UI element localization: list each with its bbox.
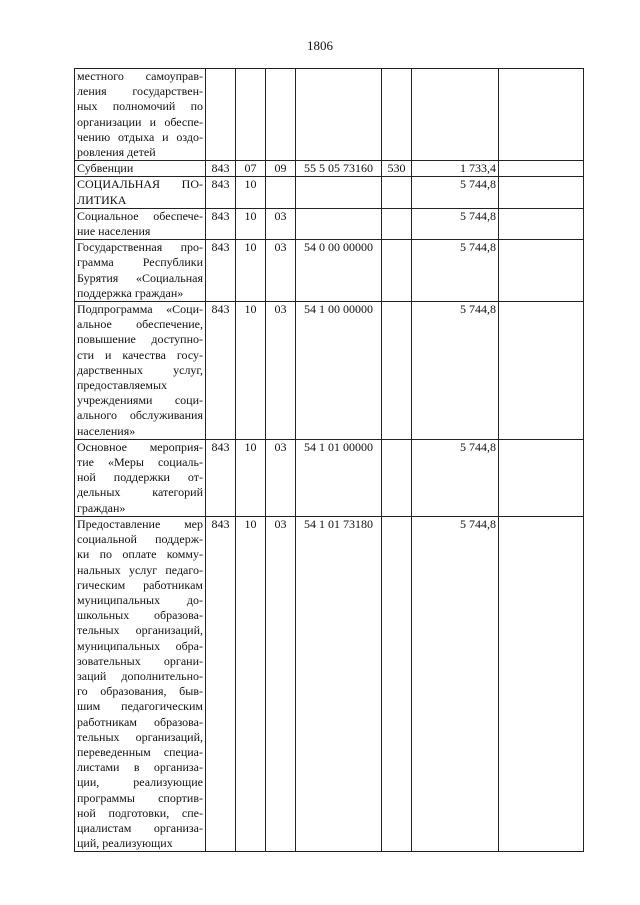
department-code-cell: 843: [206, 240, 236, 302]
subsection-code-cell: 09: [266, 161, 296, 177]
item-name-line: ального обслуживания: [77, 408, 203, 423]
item-name-line: гическим работникам: [77, 577, 203, 592]
item-name-line: Субвенции: [77, 161, 134, 176]
section-code-cell: 10: [236, 208, 266, 239]
page-number: 1806: [307, 38, 333, 53]
expense-type-cell: [382, 516, 412, 851]
amount-cell: 5 744,8: [412, 240, 499, 302]
item-name-line: местного самоуправ-: [77, 69, 203, 83]
item-name-line: муниципальных обра-: [77, 638, 203, 653]
item-name-line: муниципальных до-: [77, 592, 203, 607]
table-row: [75, 516, 584, 851]
target-article-cell: 55 5 05 73160: [296, 161, 382, 177]
item-name-line: тие «Меры социаль-: [77, 455, 203, 470]
item-name-line: ций, реализующих: [77, 836, 173, 851]
item-name-cell: [75, 516, 206, 851]
department-code-cell: 843: [206, 516, 236, 851]
item-name-cell: [75, 302, 206, 440]
item-name-cell: [75, 161, 206, 177]
section-code-cell: 10: [236, 516, 266, 851]
item-name-line: дельных категорий: [77, 485, 203, 500]
amount-cell: 5 744,8: [412, 516, 499, 851]
item-name-line: ных полномочий по: [77, 99, 203, 114]
subsection-code-cell: 03: [266, 302, 296, 440]
department-code-cell: 843: [206, 177, 236, 208]
target-article-cell: [296, 69, 382, 161]
subsection-code-cell: 03: [266, 516, 296, 851]
item-name-line: СОЦИАЛЬНАЯ ПО-: [77, 177, 203, 192]
item-name-cell: [75, 208, 206, 239]
extra-cell: [499, 439, 584, 516]
target-article-cell: 54 1 00 00000: [296, 302, 382, 440]
table-row: [75, 302, 584, 440]
item-name-line: школьных образова-: [77, 608, 203, 623]
item-name-line: зовательных органи-: [77, 653, 203, 668]
expense-type-cell: [382, 177, 412, 208]
extra-cell: [499, 177, 584, 208]
item-name-line: Предоставление мер: [77, 516, 203, 531]
item-name-line: повышение доступно-: [77, 332, 203, 347]
department-code-cell: 843: [206, 302, 236, 440]
item-name-line: работникам образова-: [77, 714, 203, 729]
table-row: [75, 177, 584, 208]
section-code-cell: 07: [236, 161, 266, 177]
expense-type-cell: [382, 439, 412, 516]
item-name-line: социальной поддерж-: [77, 532, 203, 547]
item-name-line: организации и обеспе-: [77, 114, 203, 129]
item-name-line: заций дополнительно-: [77, 668, 203, 683]
item-name-line: тельных организаций,: [77, 623, 203, 638]
item-name-line: ровления детей: [77, 145, 156, 160]
extra-cell: [499, 302, 584, 440]
subsection-code-cell: 03: [266, 240, 296, 302]
item-name-line: предоставляемых: [77, 378, 168, 393]
subsection-code-cell: [266, 177, 296, 208]
target-article-cell: [296, 177, 382, 208]
expense-type-cell: [382, 240, 412, 302]
department-code-cell: [206, 69, 236, 161]
table-row: [75, 69, 584, 161]
item-name-line: листами в организа-: [77, 760, 203, 775]
item-name-line: го образования, быв-: [77, 684, 203, 699]
table-row: [75, 439, 584, 516]
expense-type-cell: [382, 302, 412, 440]
extra-cell: [499, 161, 584, 177]
item-name-line: грамма Республики: [77, 255, 203, 270]
amount-cell: 5 744,8: [412, 177, 499, 208]
amount-cell: 5 744,8: [412, 439, 499, 516]
item-name-line: ции, реализующие: [77, 775, 203, 790]
extra-cell: [499, 69, 584, 161]
expense-type-cell: 530: [382, 161, 412, 177]
item-name-line: населения»: [77, 423, 136, 438]
item-name-line: ЛИТИКА: [77, 192, 127, 207]
item-name-line: ки по оплате комму-: [77, 547, 203, 562]
target-article-cell: 54 1 01 00000: [296, 439, 382, 516]
item-name-line: тельных организаций,: [77, 729, 203, 744]
section-code-cell: 10: [236, 240, 266, 302]
item-name-line: альное обеспечение,: [77, 317, 203, 332]
department-code-cell: 843: [206, 161, 236, 177]
item-name-line: ние населения: [77, 224, 151, 239]
table-row: [75, 240, 584, 302]
item-name-line: ной подготовки, спе-: [77, 805, 203, 820]
item-name-cell: [75, 240, 206, 302]
item-name-line: циалистам организа-: [77, 820, 203, 835]
amount-cell: [412, 69, 499, 161]
item-name-line: граждан»: [77, 500, 126, 515]
section-code-cell: 10: [236, 177, 266, 208]
item-name-line: Социальное обеспече-: [77, 208, 203, 223]
item-name-line: шим педагогическим: [77, 699, 203, 714]
budget-table: [74, 68, 584, 852]
item-name-line: Подпрограмма «Соци-: [77, 302, 203, 317]
target-article-cell: 54 1 01 73180: [296, 516, 382, 851]
item-name-line: ной поддержки от-: [77, 470, 203, 485]
item-name-line: нальных услуг педаго-: [77, 562, 203, 577]
department-code-cell: 843: [206, 208, 236, 239]
item-name-line: чению отдыха и оздо-: [77, 129, 203, 144]
section-code-cell: 10: [236, 302, 266, 440]
item-name-line: дарственных услуг,: [77, 362, 203, 377]
target-article-cell: [296, 208, 382, 239]
section-code-cell: 10: [236, 439, 266, 516]
expense-type-cell: [382, 69, 412, 161]
amount-cell: 1 733,4: [412, 161, 499, 177]
expense-type-cell: [382, 208, 412, 239]
item-name-line: поддержка граждан»: [77, 285, 184, 300]
item-name-line: Основное мероприя-: [77, 439, 203, 454]
subsection-code-cell: [266, 69, 296, 161]
section-code-cell: [236, 69, 266, 161]
amount-cell: 5 744,8: [412, 208, 499, 239]
item-name-line: сти и качества госу-: [77, 347, 203, 362]
item-name-cell: [75, 69, 206, 161]
subsection-code-cell: 03: [266, 208, 296, 239]
table-row: [75, 208, 584, 239]
item-name-line: Государственная про-: [77, 240, 203, 255]
extra-cell: [499, 240, 584, 302]
item-name-line: переведенным специа-: [77, 744, 203, 759]
amount-cell: 5 744,8: [412, 302, 499, 440]
table-row: [75, 161, 584, 177]
extra-cell: [499, 516, 584, 851]
item-name-line: учреждениями соци-: [77, 393, 203, 408]
target-article-cell: 54 0 00 00000: [296, 240, 382, 302]
item-name-line: программы спортив-: [77, 790, 203, 805]
item-name-cell: [75, 177, 206, 208]
extra-cell: [499, 208, 584, 239]
item-name-line: Бурятия «Социальная: [77, 270, 203, 285]
subsection-code-cell: 03: [266, 439, 296, 516]
item-name-cell: [75, 439, 206, 516]
table-body: [75, 69, 584, 852]
department-code-cell: 843: [206, 439, 236, 516]
item-name-line: ления государствен-: [77, 84, 203, 99]
